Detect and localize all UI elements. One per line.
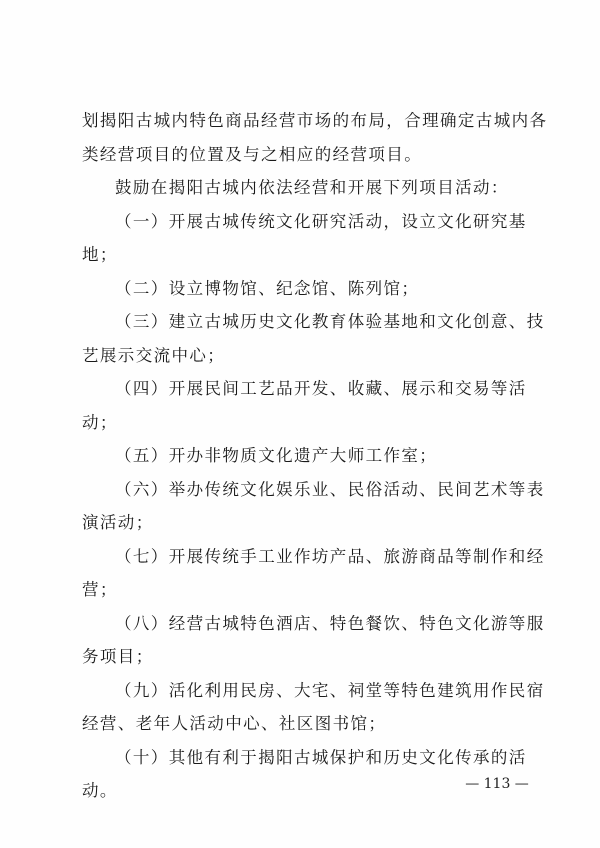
text-line: 营； [82,580,118,599]
text-line: （五）开办非物质文化遗产大师工作室； [115,446,438,465]
body-text [82,104,548,808]
text-line: （二）设立博物馆、纪念馆、陈列馆； [115,278,420,298]
text-line: 动； [82,412,118,432]
text-line: （三）建立古城历史文化教育体验基地和文化创意、技 [115,312,545,331]
text-line: 艺展示交流中心； [82,345,226,365]
text-line: （四）开展民间工艺品开发、收藏、展示和交易等活 [115,379,527,398]
text-line: 划揭阳古城内特色商品经营市场的布局，合理确定古城内各 [82,111,548,130]
text-line: （十）其他有利于揭阳古城保护和历史文化传承的活 [115,747,527,767]
text-line: 地； [82,245,118,264]
text-line: 演活动； [82,513,154,532]
text-line: 鼓励在揭阳古城内依法经营和开展下列项目活动： [115,178,509,197]
text-line: （七）开展传统手工业作坊产品、旅游商品等制作和经 [115,546,545,566]
text-line: 经营、老年人活动中心、社区图书馆； [82,714,387,733]
page-number: — 113 — [465,776,529,792]
text-line: 动。 [82,781,118,800]
text-line: 类经营项目的位置及与之相应的经营项目。 [82,144,423,164]
text-line: （九）活化利用民房、大宅、祠堂等特色建筑用作民宿 [115,680,545,700]
text-line: （一）开展古城传统文化研究活动，设立文化研究基 [115,211,527,231]
text-line: （八）经营古城特色酒店、特色餐饮、特色文化游等服 [115,613,545,633]
text-line: （六）举办传统文化娱乐业、民俗活动、民间艺术等表 [115,479,545,499]
text-line: 务项目； [82,647,154,666]
